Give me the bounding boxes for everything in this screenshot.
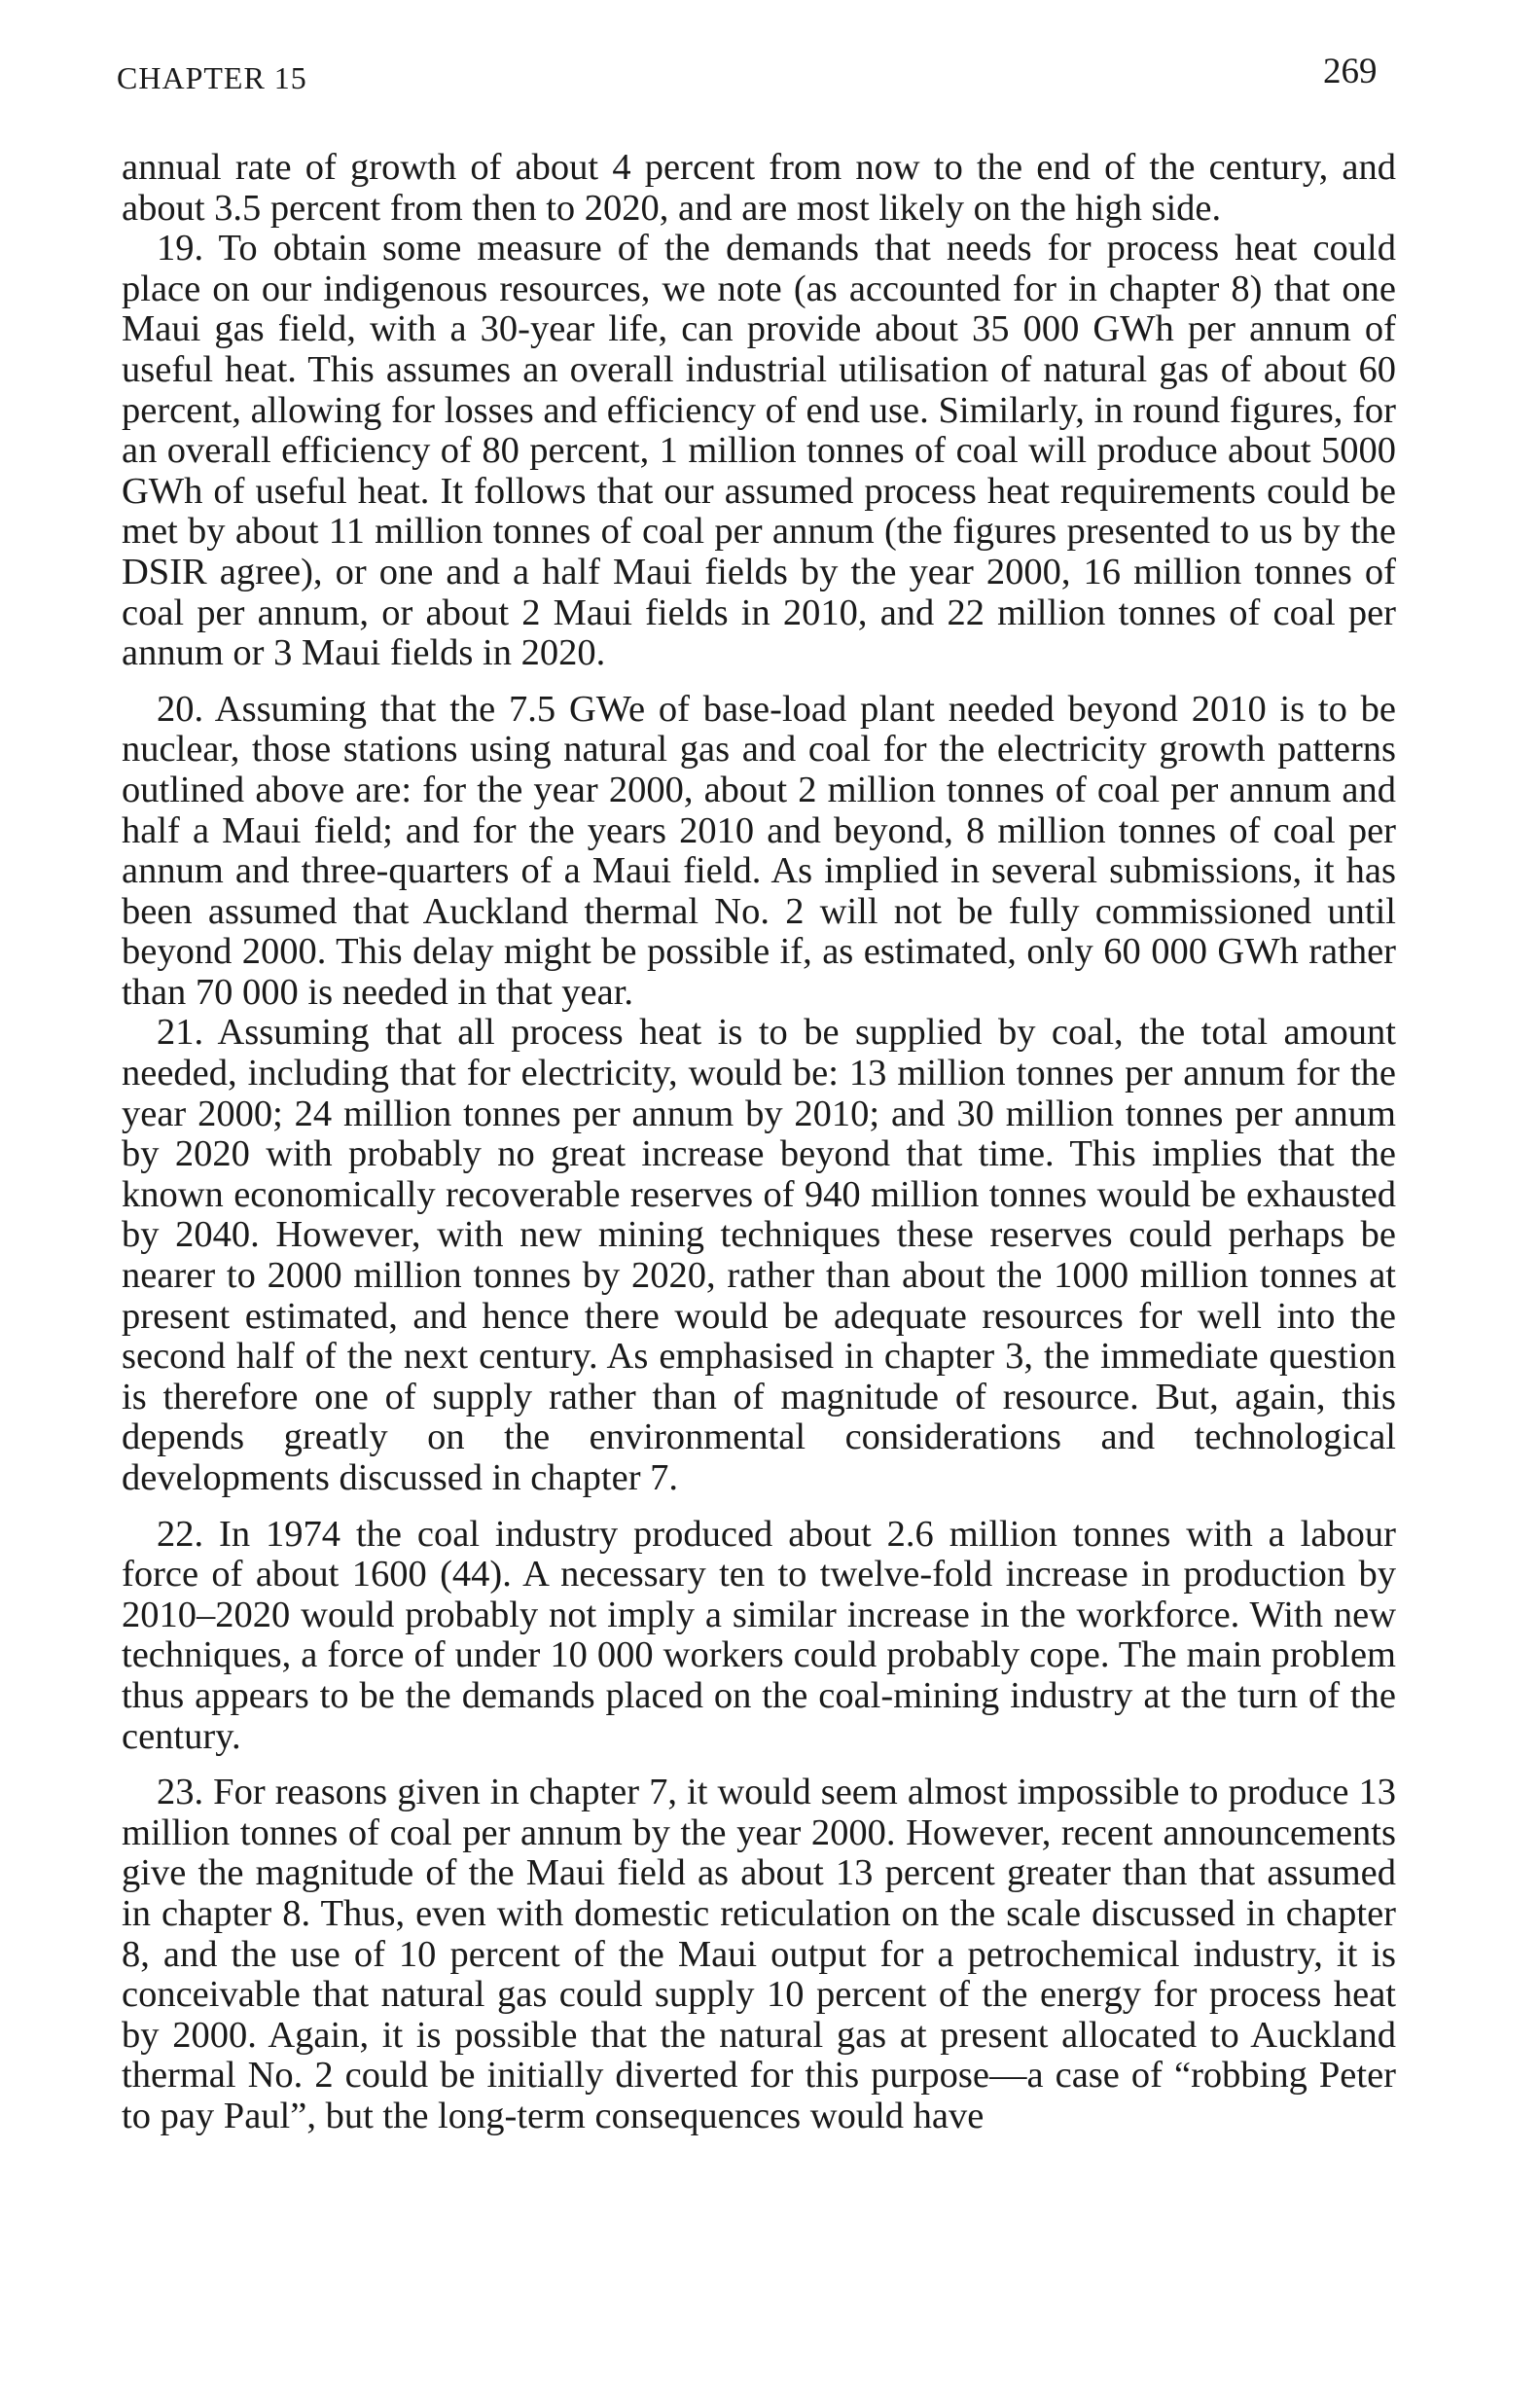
page-number: 269 bbox=[1323, 52, 1378, 91]
running-head: CHAPTER 15 bbox=[117, 60, 307, 95]
paragraph-21: 21. Assuming that all process heat is to be supplied by coal, the total amount needed, including that for electricity, would be: 13 million tonnes per annum for the year 2000; 24 million tonnes per annum by 2010; and 30 million tonnes per annum by 2020 with probably no great increase beyond that time. This implies that the known economically recoverable reserves of 940 million tonnes would be exhausted by 2040. However, with new mining techniques these reserves could perhaps be nearer to 2000 million tonnes by 2020, rather than about the 1000 million tonnes at present estimated, and hence there would be adequate resources for well into the second half of the next century. As emphasised in chapter 3, the immediate question is therefore one of supply rather than of magnitude of resource. But, again, this depends greatly on the environmental considerations and technological developments discussed in chapter 7. bbox=[122, 1012, 1396, 1498]
paragraph-19: 19. To obtain some measure of the demands that needs for process heat could place on our indigenous resources, we note (as accounted for in chapter 8) that one Maui gas field, with a 30-year life, can provide about 35 000 GWh per annum of useful heat. This assumes an overall industrial utilisation of natural gas of about 60 percent, allowing for losses and efficiency of end use. Similarly, in round figures, for an overall efficiency of 80 percent, 1 million tonnes of coal will produce about 5000 GWh of useful heat. It follows that our assumed process heat requirements could be met by about 11 million tonnes of coal per annum (the figures presented to us by the DSIR agree), or one and a half Maui fields by the year 2000, 16 million tonnes of coal per annum, or about 2 Maui fields in 2010, and 22 million tonnes of coal per annum or 3 Maui fields in 2020. bbox=[122, 228, 1396, 674]
paragraph-22: 22. In 1974 the coal industry produced about 2.6 million tonnes with a labour force of about 1600 (44). A necessary ten to twelve-fold increase in production by 2010–2020 would probably not imply a similar increase in the workforce. With new techniques, a force of under 10 000 workers could probably cope. The main problem thus appears to be the demands placed on the coal-mining industry at the turn of the century. bbox=[122, 1513, 1396, 1757]
paragraph-23: 23. For reasons given in chapter 7, it would seem almost impossible to produce 13 million tonnes of coal per annum by the year 2000. However, recent announcements give the magnitude of the Maui field as about 13 percent greater than that assumed in chapter 8. Thus, even with domestic reticulation on the scale discussed in chapter 8, and the use of 10 percent of the Maui output for a petrochemical industry, it is conceivable that natural gas could supply 10 percent of the energy for process heat by 2000. Again, it is possible that the natural gas at present allocated to Auckland thermal No. 2 could be initially diverted for this purpose—a case of “robbing Peter to pay Paul”, but the long-term consequences would have bbox=[122, 1772, 1396, 2136]
paragraph-continued: annual rate of growth of about 4 percent from now to the end of the century, and about 3.5 percent from then to 2020, and are most likely on the high side. bbox=[122, 147, 1396, 229]
paragraph-20: 20. Assuming that the 7.5 GWe of base-load plant needed beyond 2010 is to be nuclear, those stations using natural gas and coal for the electricity growth patterns outlined above are: for the year 2000, about 2 million tonnes of coal per annum and half a Maui field; and for the years 2010 and beyond, 8 million tonnes of coal per annum and three-quarters of a Maui field. As implied in several submissions, it has been assumed that Auckland thermal No. 2 will not be fully commissioned until beyond 2000. This delay might be possible if, as estimated, only 60 000 GWh rather than 70 000 is needed in that year. bbox=[122, 688, 1396, 1013]
body-text bbox=[122, 148, 1396, 2137]
